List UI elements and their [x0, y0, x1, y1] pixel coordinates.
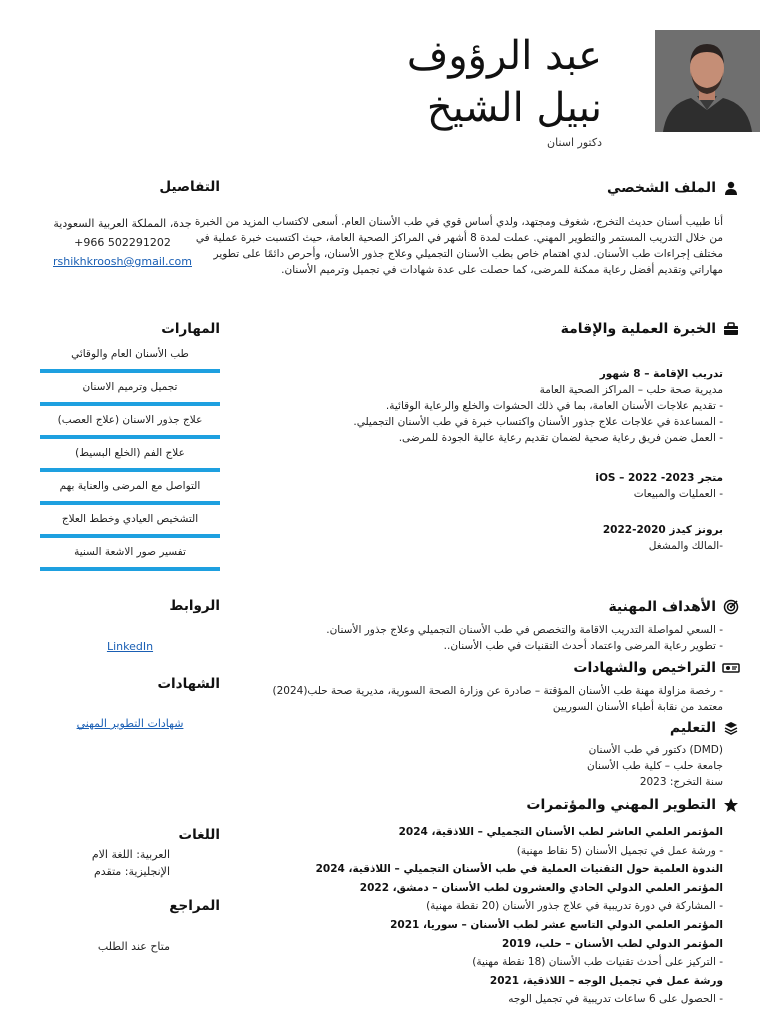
certificates-link[interactable]: شهادات التطوير المهني — [76, 717, 184, 730]
email-link[interactable]: rshikhkroosh@gmail.com — [53, 255, 192, 268]
skill-bar — [40, 567, 220, 571]
job-title-line: متجر iOS – 2022 -2023 — [595, 472, 723, 484]
skill-item: التشخيص العيادي وخطط العلاج — [40, 507, 220, 540]
list-item: - المشاركة في دورة تدريبية في علاج جذور الأسنان (20 نقطة مهنية) — [426, 900, 723, 913]
job-org: مديرية صحة حلب – المراكز الصحية العامة — [539, 384, 723, 396]
job-bullet: - العمليات والمبيعات — [633, 488, 723, 500]
briefcase-icon — [722, 320, 740, 338]
skill-bar — [40, 435, 220, 439]
list-item: معتمد من نقابة أطباء الأسنان السوريين — [552, 701, 723, 713]
job-bullet: - تقديم علاجات الأسنان العامة، بما في ذلك الحشوات والخلع والرعاية الوقائية. — [385, 400, 723, 412]
list-item: - التركيز على أحدث تقنيات طب الأسنان (18 نقطة مهنية) — [472, 956, 723, 969]
list-item: المؤتمر العلمي الدولي الحادي والعشرون لطب الأسنان – دمشق، 2022 — [359, 881, 723, 894]
references-text: متاح عند الطلب — [97, 940, 170, 953]
skill-bar — [40, 369, 220, 373]
skills-list — [40, 342, 220, 573]
references-heading: المراجع — [169, 898, 220, 914]
education-heading: التعليم — [670, 719, 740, 737]
linkedin-link[interactable]: LinkedIn — [106, 640, 154, 653]
skill-bar — [40, 501, 220, 505]
links-heading: الروابط — [169, 598, 220, 614]
list-item: المؤتمر العلمي الدولي التاسع عشر لطب الأسنان – سوريا، 2021 — [390, 918, 723, 931]
language-item: العربية: اللغة الام — [91, 848, 170, 861]
goals-list — [183, 622, 723, 654]
job-bullet: - العمل ضمن فريق رعاية صحية لضمان تقديم رعاية عالية الجودة للمرضى. — [398, 432, 723, 444]
details-block — [40, 214, 205, 271]
list-item: المؤتمر الدولي لطب الأسنان – حلب، 2019 — [502, 937, 723, 950]
list-item: - رخصة مزاولة مهنة طب الأسنان المؤقتة – صادرة عن وزارة الصحة السورية، مديرية صحة حلب(2024) — [272, 685, 723, 697]
skill-item: التواصل مع المرضى والعناية بهم — [40, 474, 220, 507]
education-list — [183, 742, 723, 790]
skill-item: علاج جذور الاسنان (علاج العصب) — [40, 408, 220, 441]
languages-heading: اللغات — [178, 827, 220, 843]
location-text: جدة، المملكة العربية السعودية — [53, 217, 192, 230]
target-icon — [722, 598, 740, 616]
job-bullet: - المساعدة في علاجات علاج جذور الأسنان واكتساب خبرة في طب الأسنان التجميلي. — [353, 416, 723, 428]
phone-text: +966 502291202 — [74, 236, 171, 249]
star-icon — [722, 796, 740, 814]
licenses-list — [183, 683, 723, 715]
list-item: - الحصول على 6 ساعات تدريبية في تجميل الوجه — [508, 993, 723, 1006]
job-entry — [183, 366, 723, 446]
certificate-icon — [722, 659, 740, 677]
skill-item: تجميل وترميم الاسنان — [40, 375, 220, 408]
person-icon — [722, 179, 740, 197]
skill-bar — [40, 468, 220, 472]
conferences-heading: التطوير المهني والمؤتمرات — [526, 796, 740, 814]
list-item: ورشة عمل في تجميل الوجه – اللاذقية، 2021 — [489, 974, 723, 987]
licenses-heading: التراخيص والشهادات — [573, 659, 740, 677]
list-item: - تطوير رعاية المرضى واعتماد أحدث التقنيات في طب الأسنان.. — [443, 640, 723, 652]
certificates-heading: الشهادات — [157, 676, 220, 692]
list-item: جامعة حلب – كلية طب الأسنان — [587, 760, 723, 772]
links-block — [60, 637, 200, 656]
skill-item: تفسير صور الاشعة السنية — [40, 540, 220, 573]
job-title-line: برونز كيدز 2020-2022 — [602, 524, 723, 536]
job-entry — [183, 470, 723, 502]
skill-bar — [40, 402, 220, 406]
certificates-block — [60, 714, 200, 733]
name-line-2: نبيل الشيخ — [426, 85, 602, 131]
job-entry — [183, 522, 723, 554]
experience-heading: الخبرة العملية والإقامة — [561, 320, 740, 338]
skills-heading: المهارات — [161, 321, 220, 337]
languages-list — [60, 846, 170, 880]
details-heading: التفاصيل — [159, 179, 220, 195]
profile-heading: الملف الشخصي — [607, 179, 740, 197]
books-icon — [722, 719, 740, 737]
goals-heading: الأهداف المهنية — [608, 598, 740, 616]
list-item: المؤتمر العلمي العاشر لطب الأسنان التجميلي – اللاذقية، 2024 — [398, 826, 723, 838]
job-bullet: -المالك والمشغل — [648, 540, 723, 552]
job-title: دكتور اسنان — [547, 136, 602, 149]
job-title-line: تدريب الإقامة – 8 شهور — [599, 368, 723, 380]
list-item: (DMD) دكتور في طب الأسنان — [588, 744, 723, 756]
skill-bar — [40, 534, 220, 538]
profile-text: أنا طبيب أسنان حديث التخرج، شغوف ومجتهد، ولدي أساس قوي في طب الأسنان العام. أسعى لاكتساب المزيد من الخبرة من خلال التدريب المستمر والتطوير المهني. عملت لمدة 8 أشهر في المراكز الصحية العامة، حيث اكتسبت خبرة عملية في مختلف إجراءات طب الأسنان. لدي اهتمام خاص بطب الأسنان التجميلي وعلاج جذور الأسنان، وأحرص دائمًا على تطوير مهاراتي وتقديم أفضل رعاية ممكنة للمرضى، كما حصلت على عدة شهادات في تجميل وترميم الأسنان. — [194, 216, 723, 276]
list-item: سنة التخرج: 2023 — [639, 776, 723, 788]
conferences-list — [183, 823, 723, 1009]
language-item: الإنجليزية: متقدم — [93, 865, 170, 878]
profile-photo — [655, 30, 760, 132]
list-item: - السعي لمواصلة التدريب الاقامة والتخصص في طب الأسنان التجميلي وعلاج جذور الأسنان. — [326, 624, 723, 636]
skill-item: علاج الفم (الخلع البسيط) — [40, 441, 220, 474]
skill-item: طب الأسنان العام والوقائي — [40, 342, 220, 375]
name-line-1: عبد الرؤوف — [406, 33, 602, 79]
list-item: الندوة العلمية حول التقنيات العملية في طب الأسنان التجميلي – اللاذقية، 2024 — [315, 863, 723, 876]
list-item: - ورشة عمل في تجميل الأسنان (5 نقاط مهنية) — [516, 844, 723, 857]
candidate-name — [302, 30, 602, 134]
